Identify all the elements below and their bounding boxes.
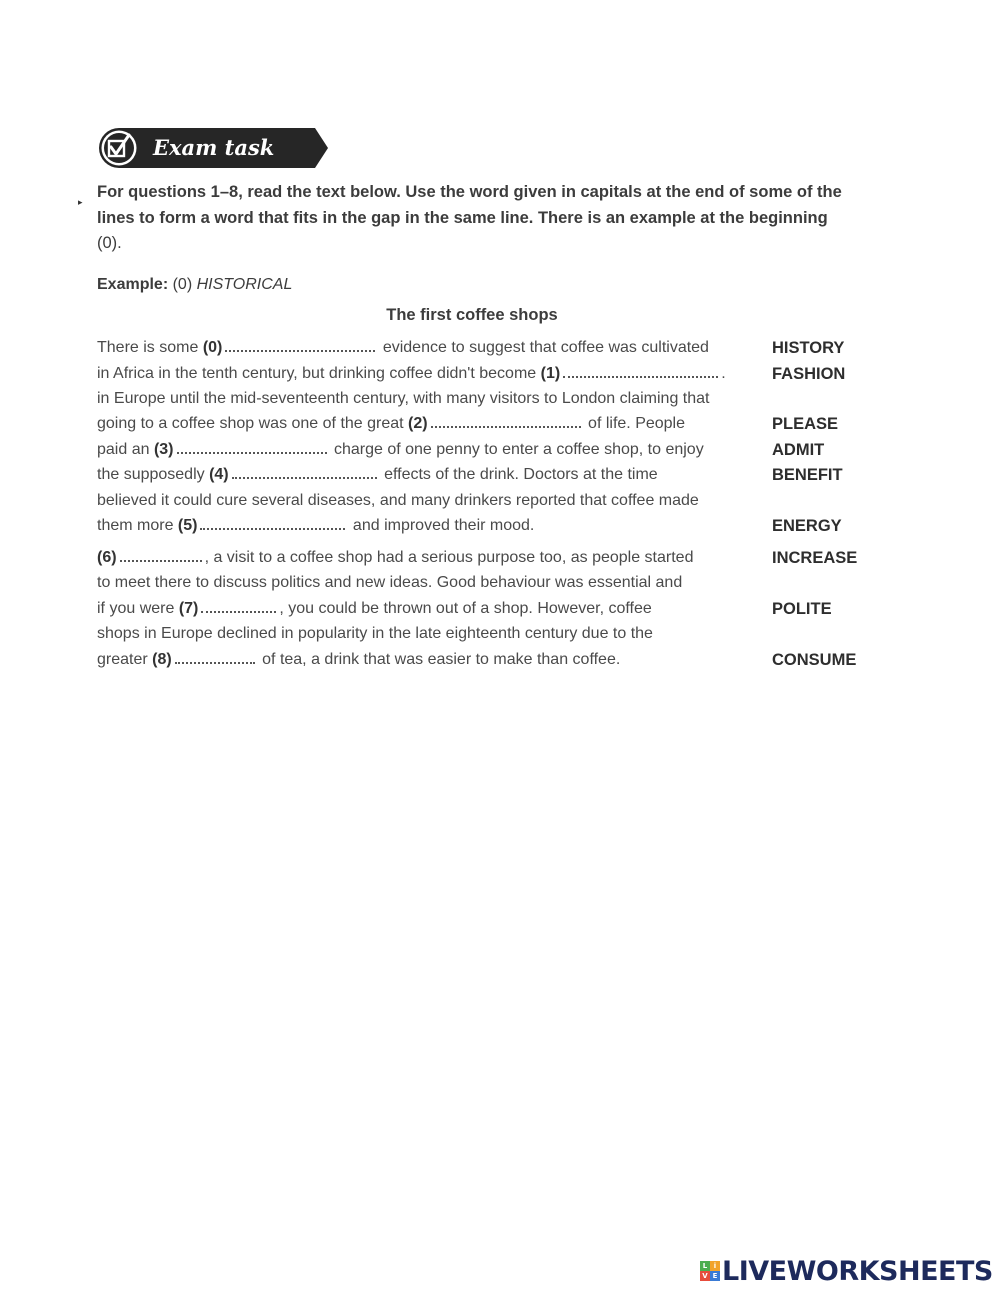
line-text: greater <box>97 651 153 668</box>
keyword: BENEFIT <box>772 466 843 484</box>
passage-line <box>97 438 704 462</box>
gap-number: (7) <box>178 600 199 617</box>
keyword: INCREASE <box>772 549 858 567</box>
banner-title: Exam task <box>153 135 275 160</box>
gap-number: (6) <box>97 549 117 566</box>
line-text: charge of one penny to enter a coffee shop, to enjoy <box>329 441 704 458</box>
line-text: in Europe until the mid-seventeenth century, with many visitors to London claiming that <box>97 390 710 407</box>
banner-shape <box>97 126 329 170</box>
passage-line <box>97 622 653 646</box>
instructions <box>97 180 857 257</box>
line-text: going to a coffee shop was one of the great <box>97 415 409 432</box>
line-text: them more <box>97 517 178 534</box>
line-text: if you were <box>97 600 179 617</box>
exam-task-banner <box>97 126 329 170</box>
passage-line <box>97 463 658 487</box>
line-text: paid an <box>97 441 154 458</box>
answer-gap[interactable] <box>200 515 345 530</box>
logo-tile: V <box>700 1271 710 1281</box>
keyword: HISTORY <box>772 339 845 357</box>
line-text: evidence to suggest that coffee was cultivated <box>378 339 709 356</box>
liveworksheets-logo <box>700 1256 993 1286</box>
left-margin-arrow: ▸ <box>78 197 83 207</box>
keyword: ENERGY <box>772 517 842 535</box>
line-text: of tea, a drink that was easier to make than coffee. <box>257 651 621 668</box>
example-label: Example: <box>97 276 169 293</box>
answer-gap[interactable] <box>232 464 377 479</box>
gap-number: (0) <box>202 339 223 356</box>
gap-number: (1) <box>540 365 561 382</box>
passage-line <box>97 412 685 436</box>
answer-gap[interactable] <box>120 547 202 562</box>
answer-gap[interactable] <box>175 649 255 664</box>
passage-line <box>97 571 682 595</box>
passage-line <box>97 336 709 360</box>
keyword: POLITE <box>772 600 832 618</box>
logo-tile: L <box>700 1261 710 1271</box>
line-text: to meet there to discuss politics and new ideas. Good behaviour was essential and <box>97 574 683 591</box>
line-text: in Africa in the tenth century, but drinking coffee didn't become <box>97 365 541 382</box>
logo-text: LIVEWORKSHEETS <box>722 1255 993 1287</box>
example-answer: HISTORICAL <box>196 276 293 293</box>
line-text: of life. People <box>583 415 686 432</box>
line-text: shops in Europe declined in popularity in the late eighteenth century due to the <box>97 625 653 642</box>
line-text: and improved their mood. <box>348 517 535 534</box>
gap-number: (2) <box>408 415 428 432</box>
line-text: believed it could cure several diseases, and many drinkers reported that coffee made <box>97 492 699 509</box>
example-line <box>97 276 292 294</box>
passage-line <box>97 597 652 621</box>
passage-line <box>97 514 534 538</box>
line-text: effects of the drink. Doctors at the time <box>379 466 658 483</box>
answer-gap[interactable] <box>201 598 276 613</box>
keyword: FASHION <box>772 365 846 383</box>
gap-number: (8) <box>152 651 172 668</box>
logo-tile: i <box>710 1261 720 1271</box>
logo-icon <box>700 1261 720 1281</box>
answer-gap[interactable] <box>563 363 718 378</box>
line-text: . <box>721 365 726 382</box>
keyword: CONSUME <box>772 651 857 669</box>
example-number: (0) <box>172 276 193 293</box>
gap-number: (3) <box>153 441 174 458</box>
logo-tile: E <box>710 1271 720 1281</box>
keyword: PLEASE <box>772 415 839 433</box>
line-text: the supposedly <box>97 466 210 483</box>
answer-gap[interactable] <box>225 337 375 352</box>
gap-number: (4) <box>209 466 229 483</box>
line-text: There is some <box>97 339 203 356</box>
line-text: , a visit to a coffee shop had a serious purpose too, as people started <box>204 549 694 566</box>
answer-gap[interactable] <box>177 439 327 454</box>
gap-number: (5) <box>177 517 198 534</box>
keyword: ADMIT <box>772 441 825 459</box>
answer-gap[interactable] <box>431 413 581 428</box>
line-text: , you could be thrown out of a shop. However, coffee <box>279 600 652 617</box>
instructions-example-ref: (0). <box>97 234 122 252</box>
passage-line <box>97 387 709 411</box>
passage-line <box>97 546 693 570</box>
text-title: The first coffee shops <box>386 306 558 324</box>
passage-line <box>97 648 620 672</box>
instructions-text: For questions 1–8, read the text below. Use the word given in capitals at the end of some of the lines to form a word that fits in the gap in the same line. There is an example at the beginning <box>97 183 842 227</box>
passage-line <box>97 362 726 386</box>
passage-line <box>97 489 699 513</box>
